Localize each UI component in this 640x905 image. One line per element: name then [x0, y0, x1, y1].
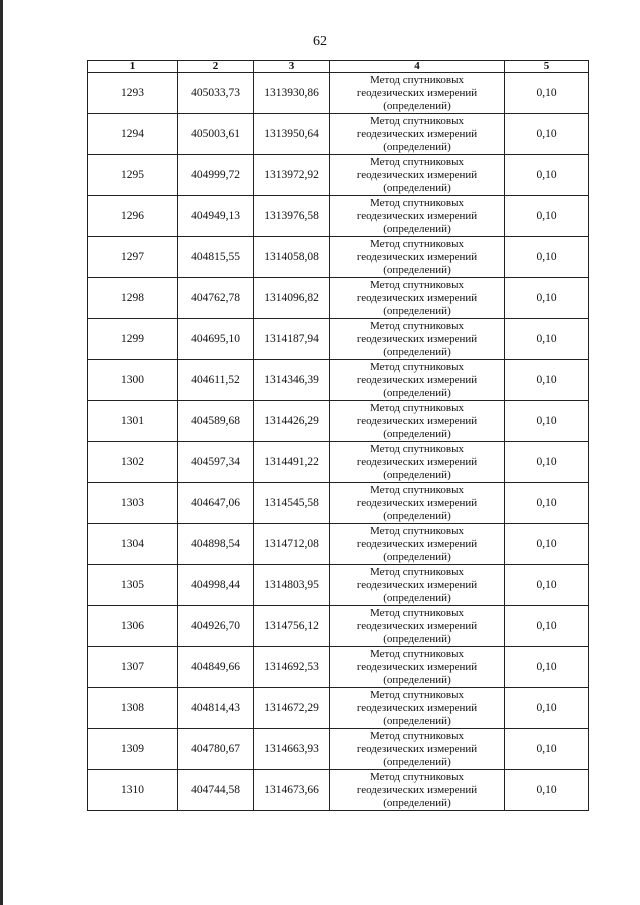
method-line: геодезических измерений [356, 168, 478, 181]
method-line: геодезических измерений [356, 742, 478, 755]
method-cell [330, 483, 505, 524]
method-line: (определений) [383, 304, 451, 317]
point-number-cell: 1301 [88, 401, 178, 442]
method-line: геодезических измерений [356, 332, 478, 345]
method-line: (определений) [383, 796, 451, 809]
method-cell [330, 360, 505, 401]
x-coordinate-cell: 404815,55 [178, 237, 254, 278]
point-number-cell: 1295 [88, 155, 178, 196]
point-number-cell: 1306 [88, 606, 178, 647]
method-line: геодезических измерений [356, 86, 478, 99]
method-cell [330, 729, 505, 770]
method-line: Метод спутниковых [370, 483, 464, 496]
table-row [88, 606, 589, 647]
method-cell [330, 401, 505, 442]
method-line: Метод спутниковых [370, 360, 464, 373]
method-line: Метод спутниковых [370, 114, 464, 127]
method-line: (определений) [383, 714, 451, 727]
method-cell [330, 770, 505, 811]
table-row [88, 524, 589, 565]
method-cell [330, 114, 505, 155]
method-line: (определений) [383, 345, 451, 358]
method-line: (определений) [383, 386, 451, 399]
method-cell [330, 524, 505, 565]
x-coordinate-cell: 404998,44 [178, 565, 254, 606]
scan-left-edge [0, 0, 3, 905]
method-line: (определений) [383, 468, 451, 481]
table-body [88, 73, 589, 811]
method-line: геодезических измерений [356, 660, 478, 673]
method-cell [330, 606, 505, 647]
point-number-cell: 1310 [88, 770, 178, 811]
method-cell [330, 73, 505, 114]
y-coordinate-cell: 1314491,22 [254, 442, 330, 483]
x-coordinate-cell: 404849,66 [178, 647, 254, 688]
method-line: (определений) [383, 509, 451, 522]
point-number-cell: 1293 [88, 73, 178, 114]
method-line: Метод спутниковых [370, 237, 464, 250]
y-coordinate-cell: 1314346,39 [254, 360, 330, 401]
method-cell [330, 647, 505, 688]
x-coordinate-cell: 404589,68 [178, 401, 254, 442]
point-number-cell: 1296 [88, 196, 178, 237]
coordinates-table [87, 60, 589, 811]
method-line: Метод спутниковых [370, 319, 464, 332]
point-number-cell: 1305 [88, 565, 178, 606]
method-line: геодезических измерений [356, 209, 478, 222]
column-header: 3 [254, 61, 330, 73]
accuracy-cell: 0,10 [505, 688, 589, 729]
y-coordinate-cell: 1314426,29 [254, 401, 330, 442]
method-line: геодезических измерений [356, 373, 478, 386]
point-number-cell: 1303 [88, 483, 178, 524]
y-coordinate-cell: 1313950,64 [254, 114, 330, 155]
method-line: геодезических измерений [356, 291, 478, 304]
method-line: Метод спутниковых [370, 565, 464, 578]
method-line: геодезических измерений [356, 783, 478, 796]
x-coordinate-cell: 404949,13 [178, 196, 254, 237]
table-row [88, 401, 589, 442]
y-coordinate-cell: 1314673,66 [254, 770, 330, 811]
method-cell [330, 196, 505, 237]
method-line: (определений) [383, 140, 451, 153]
accuracy-cell: 0,10 [505, 442, 589, 483]
column-header: 4 [330, 61, 505, 73]
method-line: (определений) [383, 263, 451, 276]
column-header: 5 [505, 61, 589, 73]
x-coordinate-cell: 404999,72 [178, 155, 254, 196]
x-coordinate-cell: 404647,06 [178, 483, 254, 524]
x-coordinate-cell: 404611,52 [178, 360, 254, 401]
x-coordinate-cell: 404597,34 [178, 442, 254, 483]
table-row [88, 155, 589, 196]
y-coordinate-cell: 1314692,53 [254, 647, 330, 688]
point-number-cell: 1298 [88, 278, 178, 319]
method-line: Метод спутниковых [370, 606, 464, 619]
method-line: геодезических измерений [356, 250, 478, 263]
accuracy-cell: 0,10 [505, 155, 589, 196]
accuracy-cell: 0,10 [505, 278, 589, 319]
method-line: (определений) [383, 222, 451, 235]
accuracy-cell: 0,10 [505, 319, 589, 360]
method-cell [330, 237, 505, 278]
method-cell [330, 319, 505, 360]
y-coordinate-cell: 1314187,94 [254, 319, 330, 360]
method-line: (определений) [383, 550, 451, 563]
accuracy-cell: 0,10 [505, 237, 589, 278]
y-coordinate-cell: 1314545,58 [254, 483, 330, 524]
method-line: геодезических измерений [356, 537, 478, 550]
method-line: геодезических измерений [356, 496, 478, 509]
accuracy-cell: 0,10 [505, 73, 589, 114]
method-cell [330, 565, 505, 606]
table-row [88, 237, 589, 278]
x-coordinate-cell: 404780,67 [178, 729, 254, 770]
table-row [88, 729, 589, 770]
point-number-cell: 1307 [88, 647, 178, 688]
accuracy-cell: 0,10 [505, 606, 589, 647]
point-number-cell: 1294 [88, 114, 178, 155]
method-line: Метод спутниковых [370, 196, 464, 209]
method-cell [330, 688, 505, 729]
accuracy-cell: 0,10 [505, 729, 589, 770]
method-line: Метод спутниковых [370, 442, 464, 455]
table-row [88, 565, 589, 606]
x-coordinate-cell: 404762,78 [178, 278, 254, 319]
y-coordinate-cell: 1313972,92 [254, 155, 330, 196]
method-line: геодезических измерений [356, 455, 478, 468]
table-row [88, 196, 589, 237]
y-coordinate-cell: 1314058,08 [254, 237, 330, 278]
x-coordinate-cell: 405033,73 [178, 73, 254, 114]
y-coordinate-cell: 1313976,58 [254, 196, 330, 237]
method-cell [330, 155, 505, 196]
method-line: геодезических измерений [356, 127, 478, 140]
table-row [88, 442, 589, 483]
table-row [88, 73, 589, 114]
y-coordinate-cell: 1313930,86 [254, 73, 330, 114]
method-line: (определений) [383, 591, 451, 604]
table-row [88, 278, 589, 319]
accuracy-cell: 0,10 [505, 524, 589, 565]
accuracy-cell: 0,10 [505, 114, 589, 155]
accuracy-cell: 0,10 [505, 196, 589, 237]
x-coordinate-cell: 404695,10 [178, 319, 254, 360]
point-number-cell: 1308 [88, 688, 178, 729]
method-line: геодезических измерений [356, 578, 478, 591]
method-line: геодезических измерений [356, 414, 478, 427]
column-header: 1 [88, 61, 178, 73]
point-number-cell: 1300 [88, 360, 178, 401]
y-coordinate-cell: 1314712,08 [254, 524, 330, 565]
x-coordinate-cell: 405003,61 [178, 114, 254, 155]
method-line: Метод спутниковых [370, 524, 464, 537]
point-number-cell: 1304 [88, 524, 178, 565]
point-number-cell: 1297 [88, 237, 178, 278]
y-coordinate-cell: 1314663,93 [254, 729, 330, 770]
table-row [88, 114, 589, 155]
x-coordinate-cell: 404744,58 [178, 770, 254, 811]
accuracy-cell: 0,10 [505, 770, 589, 811]
method-cell [330, 442, 505, 483]
x-coordinate-cell: 404898,54 [178, 524, 254, 565]
method-line: (определений) [383, 99, 451, 112]
method-line: Метод спутниковых [370, 688, 464, 701]
method-line: Метод спутниковых [370, 278, 464, 291]
method-line: Метод спутниковых [370, 729, 464, 742]
table-row [88, 483, 589, 524]
page-number: 62 [313, 34, 327, 49]
y-coordinate-cell: 1314803,95 [254, 565, 330, 606]
table-row [88, 647, 589, 688]
accuracy-cell: 0,10 [505, 483, 589, 524]
x-coordinate-cell: 404814,43 [178, 688, 254, 729]
method-line: Метод спутниковых [370, 155, 464, 168]
x-coordinate-cell: 404926,70 [178, 606, 254, 647]
method-cell [330, 278, 505, 319]
table-row [88, 688, 589, 729]
method-line: (определений) [383, 673, 451, 686]
accuracy-cell: 0,10 [505, 360, 589, 401]
method-line: геодезических измерений [356, 619, 478, 632]
method-line: Метод спутниковых [370, 647, 464, 660]
accuracy-cell: 0,10 [505, 565, 589, 606]
point-number-cell: 1309 [88, 729, 178, 770]
method-line: (определений) [383, 632, 451, 645]
table-row [88, 319, 589, 360]
method-line: (определений) [383, 755, 451, 768]
method-line: Метод спутниковых [370, 73, 464, 86]
y-coordinate-cell: 1314096,82 [254, 278, 330, 319]
point-number-cell: 1299 [88, 319, 178, 360]
header-row [88, 61, 589, 73]
method-line: (определений) [383, 181, 451, 194]
accuracy-cell: 0,10 [505, 647, 589, 688]
table-row [88, 360, 589, 401]
point-number-cell: 1302 [88, 442, 178, 483]
column-header: 2 [178, 61, 254, 73]
method-line: (определений) [383, 427, 451, 440]
y-coordinate-cell: 1314756,12 [254, 606, 330, 647]
table-row [88, 770, 589, 811]
method-line: Метод спутниковых [370, 401, 464, 414]
method-line: геодезических измерений [356, 701, 478, 714]
method-line: Метод спутниковых [370, 770, 464, 783]
accuracy-cell: 0,10 [505, 401, 589, 442]
y-coordinate-cell: 1314672,29 [254, 688, 330, 729]
